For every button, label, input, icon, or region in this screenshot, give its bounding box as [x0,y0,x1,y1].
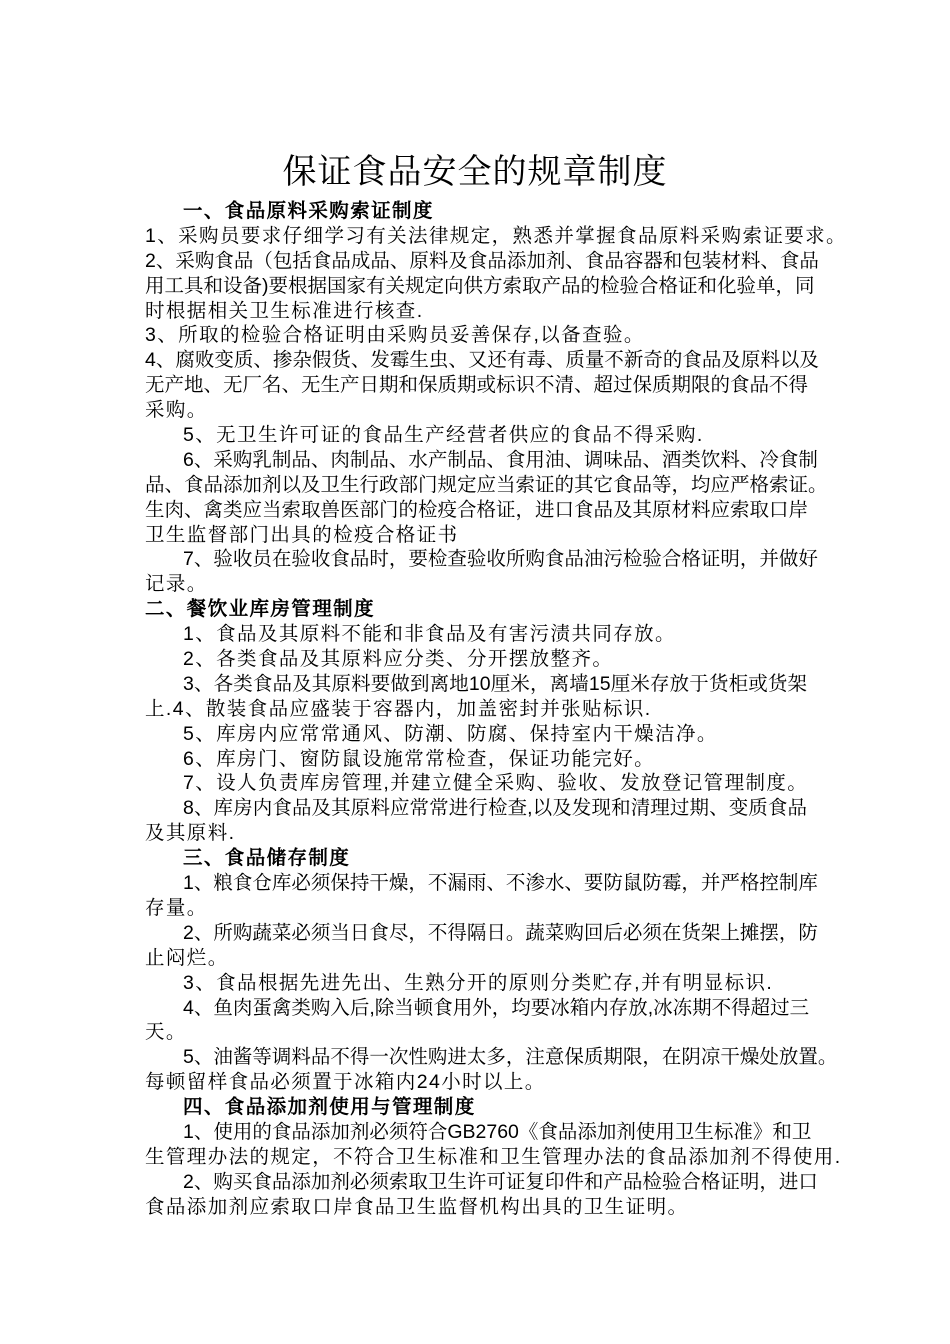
paragraph-line: 采购。 [145,399,208,422]
paragraph-line: 存量。 [145,896,208,919]
paragraph-line: 7、验收员在验收食品时，要检查验收所购食品油污检验合格证明，并做好 [183,548,818,571]
paragraph-line: 3、各类食品及其原料要做到离地10厘米，离墙15厘米存放于货柜或货架 [183,672,807,695]
paragraph-line: 生肉、禽类应当索取兽医部门的检疫合格证，进口食品及其原材料应索取口岸 [145,498,809,521]
paragraph-line: 品、食品添加剂以及卫生行政部门规定应当索证的其它食品等，均应严格索证。 [145,473,828,496]
paragraph-line: 5、油酱等调料品不得一次性购进太多，注意保质期限，在阴凉干燥处放置。 [183,1046,838,1069]
paragraph-line: 1、食品及其原料不能和非食品及有害污渍共同存放。 [183,623,676,646]
paragraph-line: 1、采购员要求仔细学习有关法律规定，熟悉并掌握食品原料采购索证要求。 [145,224,847,247]
paragraph-line: 2、各类食品及其原料应分类、分开摆放整齐。 [183,648,614,671]
paragraph-line: 上.4、散装食品应盛装于容器内，加盖密封并张贴标识. [145,697,652,720]
section-heading: 三、食品储存制度 [183,847,351,870]
paragraph-line: 2、购买食品添加剂必须索取卫生许可证复印件和产品检验合格证明，进口 [183,1170,818,1193]
paragraph-line: 5、无卫生许可证的食品生产经营者供应的食品不得采购. [183,424,704,447]
paragraph-line: 6、采购乳制品、肉制品、水产制品、食用油、调味品、酒类饮料、冷食制 [183,448,818,471]
paragraph-line: 止闷烂。 [145,946,229,969]
paragraph-line: 食品添加剂应索取口岸食品卫生监督机构出具的卫生证明。 [145,1195,689,1218]
paragraph-line: 4、鱼肉蛋禽类购入后,除当顿食用外，均要冰箱内存放,冰冻期不得超过三 [183,996,810,1019]
section-heading: 二、餐饮业库房管理制度 [145,598,375,621]
paragraph-line: 卫生监督部门出具的检疫合格证书 [145,523,459,546]
paragraph-line: 时根据相关卫生标准进行核查. [145,299,424,322]
document-title: 保证食品安全的规章制度 [282,152,668,191]
paragraph-line: 1、使用的食品添加剂必须符合GB2760《食品添加剂使用卫生标准》和卫 [183,1120,812,1143]
paragraph-line: 无产地、无厂名、无生产日期和保质期或标识不清、超过保质期限的食品不得 [145,374,809,397]
paragraph-line: 1、粮食仓库必须保持干燥，不漏雨、不渗水、要防鼠防霉，并严格控制库 [183,872,818,895]
document-body [145,199,847,1220]
paragraph-line: 8、库房内食品及其原料应常常进行检查,以及发现和清理过期、变质食品 [183,797,807,820]
paragraph-line: 3、所取的检验合格证明由采购员妥善保存,以备查验。 [145,324,645,347]
paragraph-line: 3、食品根据先进先出、生熟分开的原则分类贮存,并有明显标识. [183,971,774,994]
paragraph-line: 2、所购蔬菜必须当日食尽，不得隔日。蔬菜购回后必须在货架上摊摆，防 [183,921,818,944]
paragraph-line: 天。 [145,1021,187,1044]
paragraph-line: 每顿留样食品必须置于冰箱内24小时以上。 [145,1071,546,1094]
paragraph-line: 7、设人负责库房管理,并建立健全采购、验收、发放登记管理制度。 [183,772,809,795]
paragraph-line: 记录。 [145,573,208,596]
section-heading: 四、食品添加剂使用与管理制度 [183,1096,476,1119]
paragraph-line: 2、采购食品（包括食品成品、原料及食品添加剂、食品容器和包装材料、食品 [145,249,819,272]
paragraph-line: 5、库房内应常常通风、防潮、防腐、保持室内干燥洁净。 [183,722,718,745]
paragraph-line: 4、腐败变质、掺杂假货、发霉生虫、又还有毒、质量不新奇的食品及原料以及 [145,349,819,372]
paragraph-line: 生管理办法的规定，不符合卫生标准和卫生管理办法的食品添加剂不得使用. [145,1145,842,1168]
paragraph-line: 6、库房门、窗防鼠设施常常检查，保证功能完好。 [183,747,656,770]
paragraph-line: 及其原料. [145,822,236,845]
paragraph-line: 用工具和设备)要根据国家有关规定向供方索取产品的检验合格证和化验单，同 [145,274,815,297]
section-heading: 一、食品原料采购索证制度 [183,200,434,222]
